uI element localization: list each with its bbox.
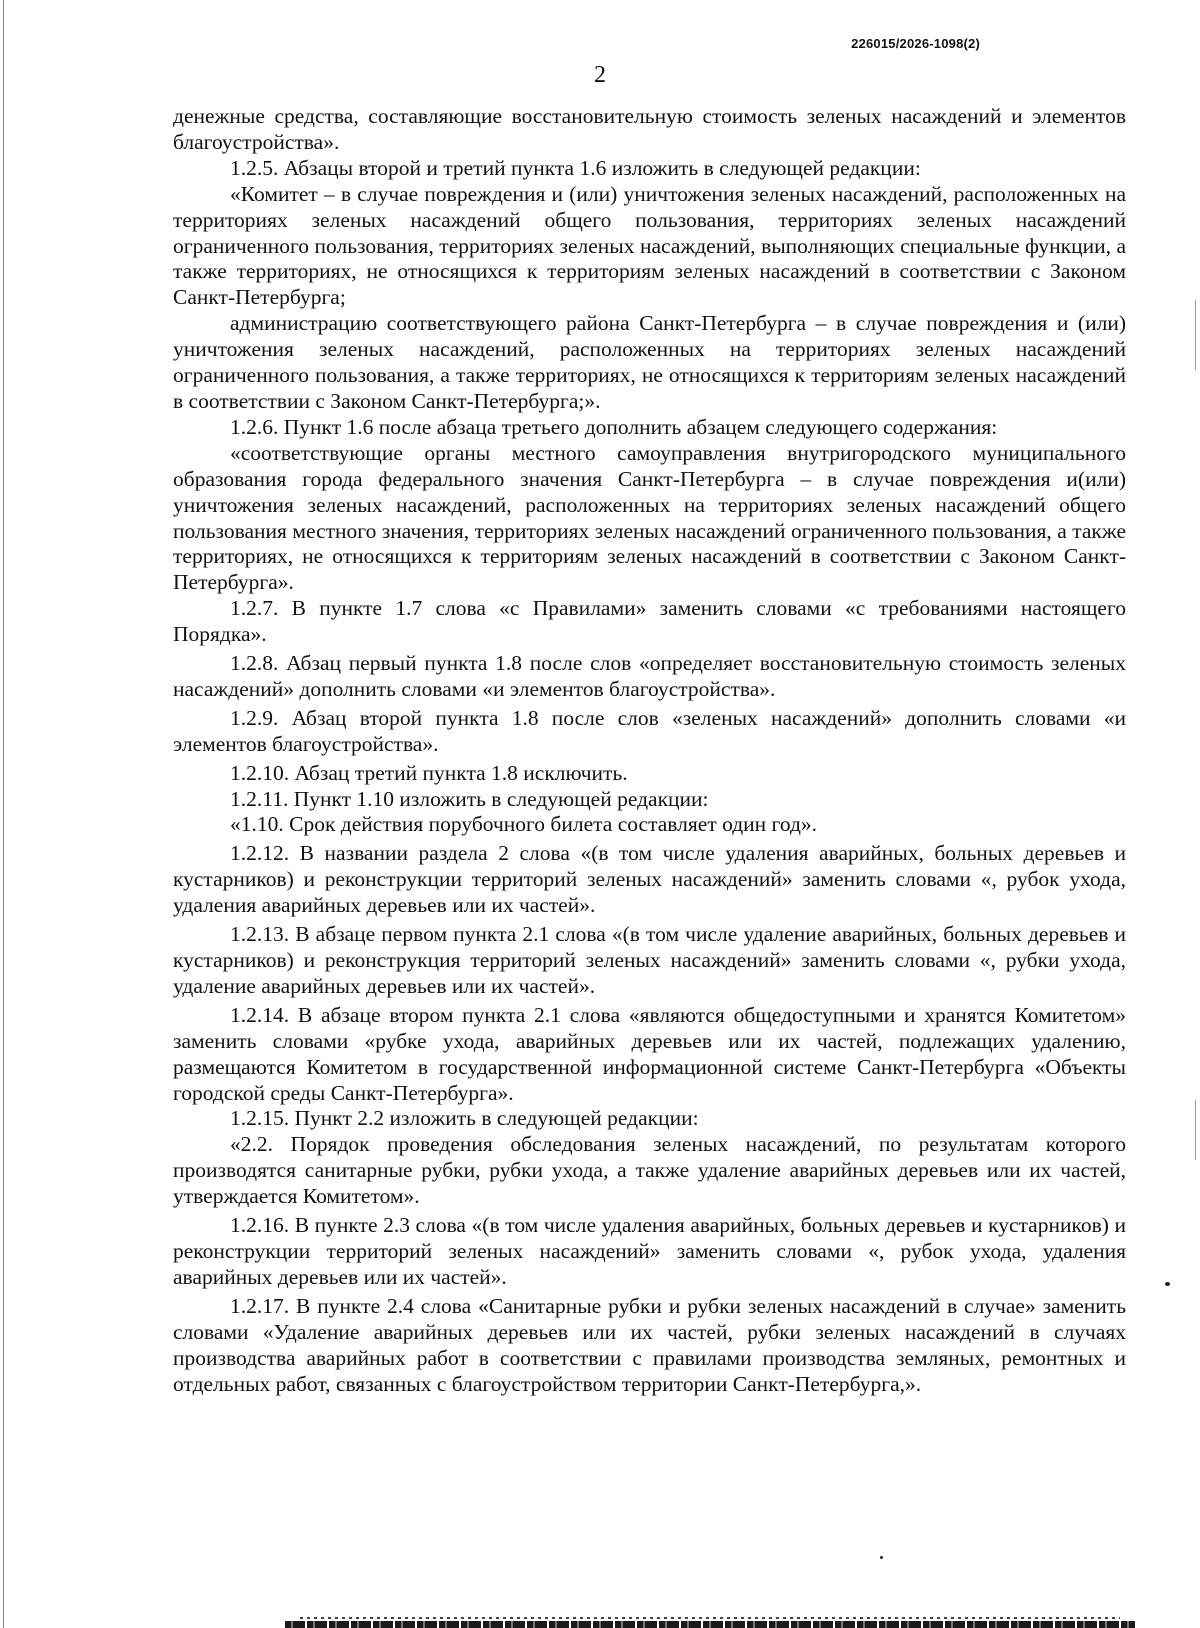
paragraph: 1.2.6. Пункт 1.6 после абзаца третьего дополнить абзацем следующего содержания: — [230, 414, 998, 439]
scan-edge-left — [3, 0, 4, 1628]
paragraph: «1.10. Срок действия порубочного билета составляет один год». — [230, 812, 818, 837]
paragraph: 1.2.9. Абзац второй пункта 1.8 после слов «зеленых насаждений» дополнить словами «и элементов благоустройства». — [173, 705, 1126, 756]
paragraph: «Комитет – в случае повреждения и (или) уничтожения зеленых насаждений, расположенных на территориях зеленых насаждений общего пользования, территориях зеленых насаждений ограниченного пользования, территориях зеленых насаждений, выполняющих специальные функции, а также территориях, не относящихся к территориям зеленых насаждений в соответствии с Законом Санкт-Петербурга; — [173, 181, 1126, 310]
scan-artifact-bar — [285, 1621, 1135, 1628]
document-body — [173, 104, 1126, 1397]
paragraph: «соответствующие органы местного самоуправления внутригородского муниципального образования города федерального значения Санкт-Петербурга – в случае повреждения и(или) уничтожения зеленых насаждений, расположенных на территориях зеленых насаждений общего пользования местного значения, территориях зеленых насаждений ограниченного пользования, а также территориях, не относящихся к территориям зеленых насаждений в соответствии с Законом Санкт-Петербурга». — [173, 440, 1126, 595]
paragraph: 1.2.8. Абзац первый пункта 1.8 после слов «определяет восстановительную стоимость зеленых насаждений» дополнить словами «и элементов благоустройства». — [173, 651, 1126, 701]
paragraph: 1.2.11. Пункт 1.10 изложить в следующей редакции: — [230, 786, 709, 811]
scan-edge-right-1 — [1195, 300, 1196, 370]
paragraph: «2.2. Порядок проведения обследования зеленых насаждений, по результатам которого производятся санитарные рубки, рубки ухода, а также удаление аварийных деревьев или их частей, утверждается Комитетом». — [173, 1132, 1126, 1209]
paragraph: денежные средства, составляющие восстановительную стоимость зеленых насаждений и элементов благоустройства». — [173, 104, 1126, 154]
paragraph: 1.2.14. В абзаце втором пункта 2.1 слова «являются общедоступными и хранятся Комитетом» заменить словами «рубке ухода, аварийных деревьев или их частей, подлежащих удалению, размещаются Комитетом в государственной информационной системе Санкт-Петербурга «Объекты городской среды Санкт-Петербурга». — [173, 1002, 1126, 1105]
paragraph: 1.2.15. Пункт 2.2 изложить в следующей редакции: — [230, 1106, 699, 1131]
paragraph: 1.2.17. В пункте 2.4 слова «Санитарные рубки и рубки зеленых насаждений в случае» заменить словами «Удаление аварийных деревьев или их частей, рубки зеленых насаждений в случаях производства аварийных работ в соответствии с правилами производства земляных, ремонтных и отдельных работ, связанных с благоустройством территории Санкт-Петербурга,». — [173, 1293, 1126, 1396]
paragraph: 1.2.13. В абзаце первом пункта 2.1 слова «(в том числе удаление аварийных, больных деревьев и кустарников) и реконструкция территорий зеленых насаждений» заменить словами «, рубки ухода, удаление аварийных деревьев или их частей». — [173, 922, 1126, 998]
paragraph: 1.2.10. Абзац третий пункта 1.8 исключить. — [230, 760, 628, 785]
paragraph: администрацию соответствующего района Санкт-Петербурга – в случае повреждения и (или) уничтожения зеленых насаждений, расположенных на территориях зеленых насаждений ограниченного пользования, а также территориях, не относящихся к территориям зеленых насаждений в соответствии с Законом Санкт-Петербурга;». — [173, 311, 1126, 413]
paragraph: 1.2.12. В названии раздела 2 слова «(в том числе удаления аварийных, больных деревьев и кустарников) и реконструкции территорий зеленых насаждений» заменить словами «, рубок ухода, удаления аварийных деревьев или их частей». — [173, 841, 1126, 918]
scan-artifact-line — [300, 1617, 1120, 1619]
paragraph: 1.2.7. В пункте 1.7 слова «с Правилами» заменить словами «с требованиями настоящего Порядка». — [173, 596, 1126, 647]
scan-edge-right-2 — [1195, 1100, 1196, 1160]
page-number: 2 — [594, 62, 606, 88]
paragraph: 1.2.16. В пункте 2.3 слова «(в том числе удаления аварийных, больных деревьев и кустарников) и реконструкции территорий зеленых насаждений» заменить словами «, рубок ухода, удаления аварийных деревьев или их частей». — [173, 1213, 1126, 1289]
document-number: 226015/2026-1098(2) — [851, 36, 980, 51]
paragraph: 1.2.5. Абзацы второй и третий пункта 1.6 изложить в следующей редакции: — [230, 155, 921, 180]
scan-speck — [1165, 1282, 1170, 1286]
scan-speck — [880, 1556, 883, 1559]
